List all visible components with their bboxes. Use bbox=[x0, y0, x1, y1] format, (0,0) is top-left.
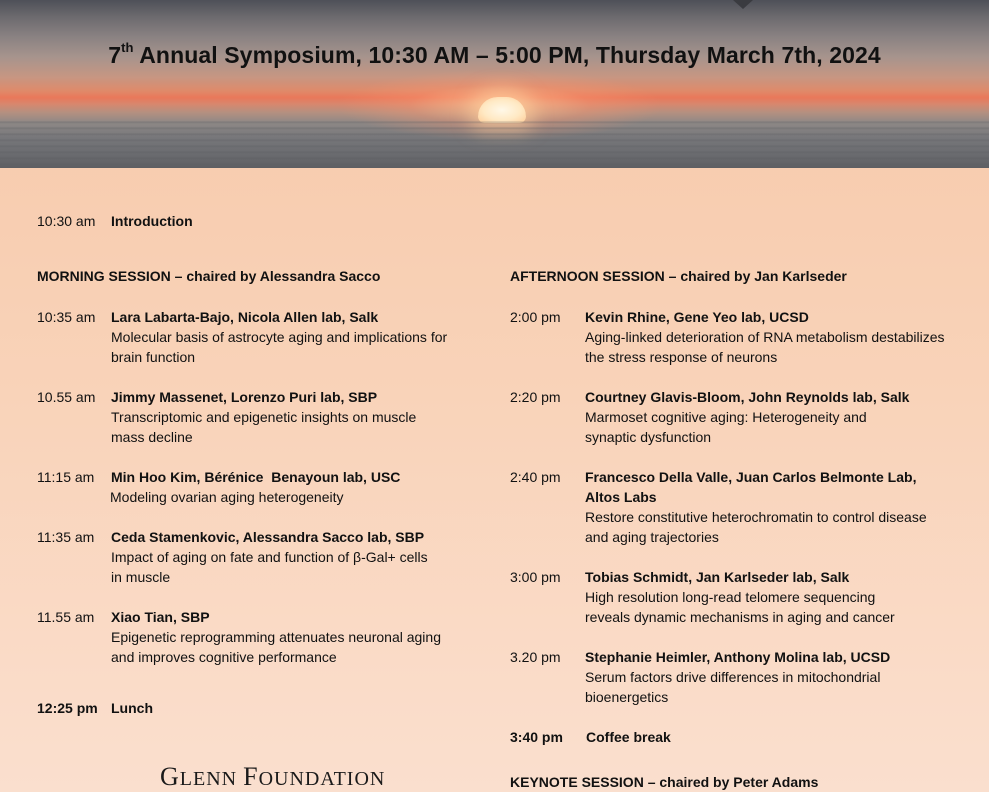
talk-title-line: Epigenetic reprogramming attenuates neuronal aging bbox=[111, 629, 441, 645]
talk-title-line: High resolution long-read telomere sequencing bbox=[585, 589, 876, 605]
talk-title-line: Transcriptomic and epigenetic insights on muscle bbox=[111, 409, 417, 425]
talk-title-line: brain function bbox=[111, 349, 196, 365]
afternoon-talk-3-time: 2:40 pm bbox=[510, 469, 561, 485]
afternoon-talk-3 bbox=[585, 467, 927, 547]
talk-title-line: the stress response of neurons bbox=[585, 349, 778, 365]
intro-label: Introduction bbox=[111, 213, 193, 229]
talk-speaker: Tobias Schmidt, Jan Karlseder lab, Salk bbox=[585, 569, 850, 585]
morning-talk-2-time: 10.55 am bbox=[37, 389, 96, 405]
afternoon-talk-2 bbox=[585, 387, 909, 447]
afternoon-talk-4 bbox=[585, 567, 895, 627]
talk-title-line: bioenergetics bbox=[585, 689, 669, 705]
talk-speaker: Courtney Glavis-Bloom, John Reynolds lab, Salk bbox=[585, 389, 910, 405]
logo-letters: LENN bbox=[179, 768, 244, 790]
talk-speaker: Lara Labarta-Bajo, Nicola Allen lab, Salk bbox=[111, 309, 379, 325]
lunch-label: Lunch bbox=[111, 700, 153, 716]
morning-talk-2 bbox=[111, 387, 416, 447]
morning-talk-4-time: 11:35 am bbox=[37, 529, 95, 545]
talk-speaker-part: Benayoun lab, USC bbox=[263, 469, 401, 485]
talk-title-line: Aging-linked deterioration of RNA metabolism destabilizes bbox=[585, 329, 945, 345]
morning-talk-3-time: 11:15 am bbox=[37, 469, 95, 485]
afternoon-talk-4-time: 3:00 pm bbox=[510, 569, 561, 585]
talk-speaker: Stephanie Heimler, Anthony Molina lab, UCSD bbox=[585, 649, 891, 665]
talk-speaker: Altos Labs bbox=[585, 489, 657, 505]
banner-notch bbox=[733, 0, 753, 9]
talk-title-line: Modeling ovarian aging heterogeneity bbox=[110, 489, 344, 505]
coffee-time: 3:40 pm bbox=[510, 729, 563, 745]
logo-letter: F bbox=[243, 762, 259, 791]
glenn-foundation-logo bbox=[160, 762, 385, 792]
lunch-time: 12:25 pm bbox=[37, 700, 98, 716]
talk-title-line: and improves cognitive performance bbox=[111, 649, 337, 665]
talk-speaker: Jimmy Massenet, Lorenzo Puri lab, SBP bbox=[111, 389, 378, 405]
morning-talk-4 bbox=[111, 527, 428, 587]
talk-title-line: mass decline bbox=[111, 429, 193, 445]
sunset-banner bbox=[0, 0, 989, 168]
morning-talk-5 bbox=[111, 607, 441, 667]
talk-speaker-part: Bérénice bbox=[204, 469, 264, 485]
logo-letter: G bbox=[160, 762, 180, 791]
morning-talk-5-time: 11.55 am bbox=[37, 609, 95, 625]
afternoon-talk-1 bbox=[585, 307, 945, 367]
talk-speaker-part: Min Hoo Kim, bbox=[111, 469, 205, 485]
talk-title-line: reveals dynamic mechanisms in aging and cancer bbox=[585, 609, 895, 625]
title-text: Annual Symposium, 10:30 AM – 5:00 PM, Thursday March 7th, 2024 bbox=[133, 42, 881, 68]
intro-time: 10:30 am bbox=[37, 213, 96, 229]
afternoon-session-header: AFTERNOON SESSION – chaired by Jan Karlseder bbox=[510, 268, 847, 284]
symposium-title bbox=[0, 42, 989, 69]
talk-title-line: Marmoset cognitive aging: Heterogeneity and bbox=[585, 409, 867, 425]
talk-speaker: Kevin Rhine, Gene Yeo lab, UCSD bbox=[585, 309, 809, 325]
afternoon-talk-1-time: 2:00 pm bbox=[510, 309, 561, 325]
talk-speaker: Ceda Stamenkovic, Alessandra Sacco lab, SBP bbox=[111, 529, 425, 545]
talk-title-line: synaptic dysfunction bbox=[585, 429, 712, 445]
sea-image bbox=[0, 118, 989, 168]
keynote-session-header: KEYNOTE SESSION – chaired by Peter Adams bbox=[510, 774, 819, 790]
talk-speaker: Xiao Tian, SBP bbox=[111, 609, 210, 625]
title-ordinal-suffix: th bbox=[121, 40, 134, 56]
coffee-label: Coffee break bbox=[586, 729, 671, 745]
talk-title-line: Impact of aging on fate and function of β-Gal+ cells bbox=[111, 549, 428, 565]
afternoon-talk-2-time: 2:20 pm bbox=[510, 389, 561, 405]
afternoon-talk-5 bbox=[585, 647, 890, 707]
talk-title-line: Molecular basis of astrocyte aging and implications for bbox=[111, 329, 448, 345]
talk-title-line: in muscle bbox=[111, 569, 171, 585]
afternoon-talk-5-time: 3.20 pm bbox=[510, 649, 561, 665]
morning-talk-1 bbox=[111, 307, 447, 367]
talk-speaker bbox=[111, 467, 400, 487]
talk-title-line: Serum factors drive differences in mitochondrial bbox=[585, 669, 881, 685]
talk-title-line: and aging trajectories bbox=[585, 529, 719, 545]
title-ordinal-number: 7 bbox=[108, 42, 122, 68]
talk-speaker: Francesco Della Valle, Juan Carlos Belmonte Lab, bbox=[585, 469, 917, 485]
morning-session-header: MORNING SESSION – chaired by Alessandra Sacco bbox=[37, 268, 381, 284]
talk-title-line: Restore constitutive heterochromatin to control disease bbox=[585, 509, 927, 525]
logo-letters: OUNDATION bbox=[258, 768, 386, 790]
morning-talk-1-time: 10:35 am bbox=[37, 309, 96, 325]
morning-talk-3 bbox=[111, 467, 400, 507]
